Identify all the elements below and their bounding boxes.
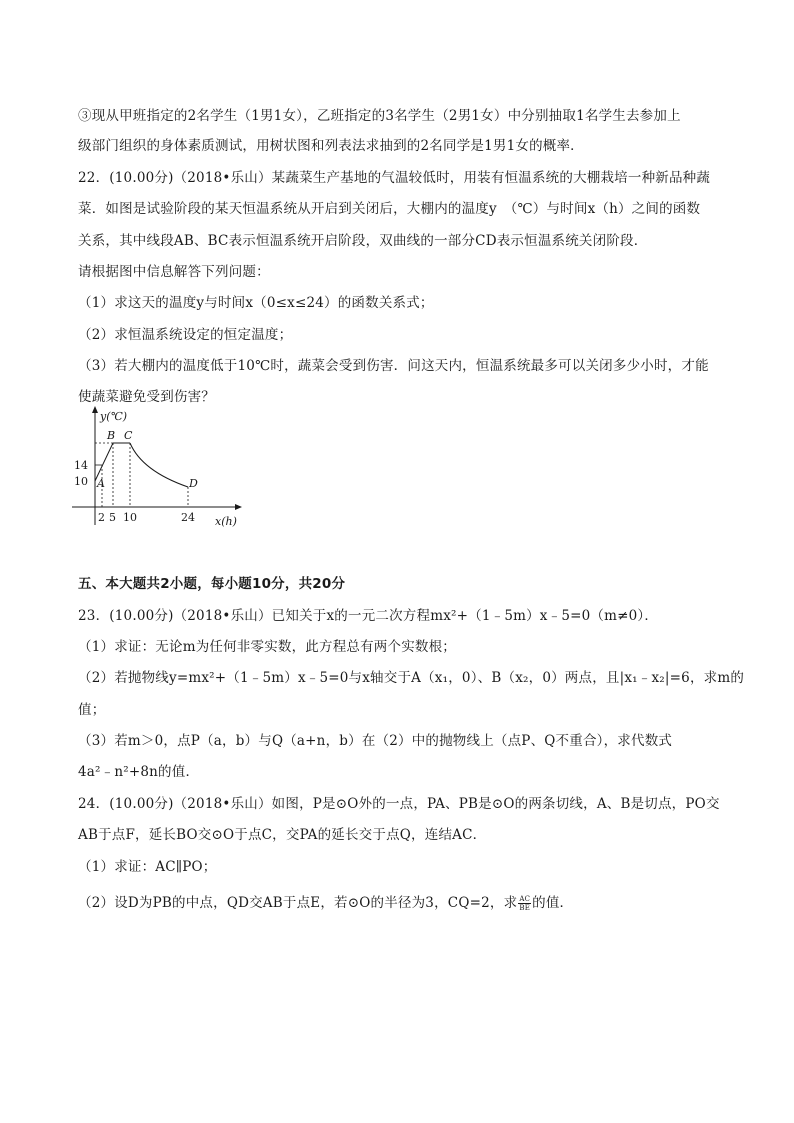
x-tick-2: 2 xyxy=(98,511,105,524)
q24-part2 xyxy=(78,891,573,912)
q22-part3-line1: （3）若大棚内的温度低于10℃时，蔬菜会受到伤害．问这天内，恒温系统最多可以关闭多少小时，才能 xyxy=(78,358,709,374)
x-axis-label: x(h) xyxy=(215,515,237,528)
temperature-time-graph xyxy=(70,405,245,530)
section-five-heading: 五、本大题共2小题，每小题10分，共20分 xyxy=(78,576,346,592)
y-axis-label: y(℃) xyxy=(100,410,128,423)
q24-stem-line1: 24．(10.00分)（2018•乐山）如图，P是⊙O外的一点，PA、PB是⊙O的两条切线，A、B是切点，PO交 xyxy=(78,796,720,812)
q24-part2-end: 的值． xyxy=(532,895,574,911)
q23-stem: 23．(10.00分)（2018•乐山）已知关于x的一元二次方程mx²+（1﹣5m）x﹣5=0（m≠0）． xyxy=(78,608,659,624)
point-a-label: A xyxy=(97,477,105,490)
q22-instruction: 请根据图中信息解答下列问题： xyxy=(78,264,270,280)
segment-ab xyxy=(95,443,113,481)
x-tick-24: 24 xyxy=(181,511,195,524)
x-axis-arrow xyxy=(235,504,242,510)
q21-part3-line2: 级部门组织的身体素质测试，用树状图和列表法求抽到的2名同学是1男1女的概率． xyxy=(78,138,584,154)
q21-part3-line1: ③现从甲班指定的2名学生（1男1女），乙班指定的3名学生（2男1女）中分别抽取1名学生去参加上 xyxy=(78,108,681,124)
q24-part1: （1）求证：AC∥PO； xyxy=(78,859,217,875)
q22-stem-line3: 关系，其中线段AB、BC表示恒温系统开启阶段，双曲线的一部分CD表示恒温系统关闭阶段． xyxy=(78,233,648,249)
ac-over-be-fraction xyxy=(518,895,531,912)
point-b-label: B xyxy=(107,429,116,442)
q22-part3-line2: 使蔬菜避免受到伤害？ xyxy=(78,389,215,405)
q22-part1: （1）求这天的温度y与时间x（0≤x≤24）的函数关系式； xyxy=(78,295,434,311)
fraction-numerator: AC xyxy=(519,895,531,903)
point-c-label: C xyxy=(124,429,133,442)
y-tick-14: 14 xyxy=(74,459,88,472)
q23-part2-line2: 值； xyxy=(78,702,106,718)
x-tick-5: 5 xyxy=(109,511,116,524)
q22-stem-line2: 菜．如图是试验阶段的某天恒温系统从开启到关闭后，大棚内的温度y （℃）与时间x（h）之间的函数 xyxy=(78,201,701,217)
x-tick-10: 10 xyxy=(123,511,137,524)
q23-part3-line2: 4a²﹣n²+8n的值． xyxy=(78,764,200,780)
q23-part2-line1: （2）若抛物线y=mx²+（1﹣5m）x﹣5=0与x轴交于A（x₁，0）、B（x₂，0）两点，且|x₁﹣x₂|=6，求m的 xyxy=(78,670,745,686)
fraction-denominator: BE xyxy=(519,904,531,912)
q23-part1: （1）求证：无论m为任何非零实数，此方程总有两个实数根； xyxy=(78,639,456,655)
q22-stem-line1: 22．(10.00分)（2018•乐山）某蔬菜生产基地的气温较低时，用装有恒温系统的大棚栽培一种新品种蔬 xyxy=(78,170,711,186)
curve-cd xyxy=(130,443,188,487)
y-axis-arrow xyxy=(92,406,98,413)
y-tick-10: 10 xyxy=(74,475,88,488)
q22-part2: （2）求恒温系统设定的恒定温度； xyxy=(78,327,293,343)
q24-part2-text: （2）设D为PB的中点，QD交AB于点E，若⊙O的半径为3，CQ=2，求 xyxy=(78,895,518,911)
q23-part3-line1: （3）若m＞0，点P（a，b）与Q（a+n，b）在（2）中的抛物线上（点P、Q不重合），求代数式 xyxy=(78,733,673,749)
point-d-label: D xyxy=(189,477,198,490)
q24-stem-line2: AB于点F，延长BO交⊙O于点C，交PA的延长交于点Q，连结AC． xyxy=(78,827,487,843)
